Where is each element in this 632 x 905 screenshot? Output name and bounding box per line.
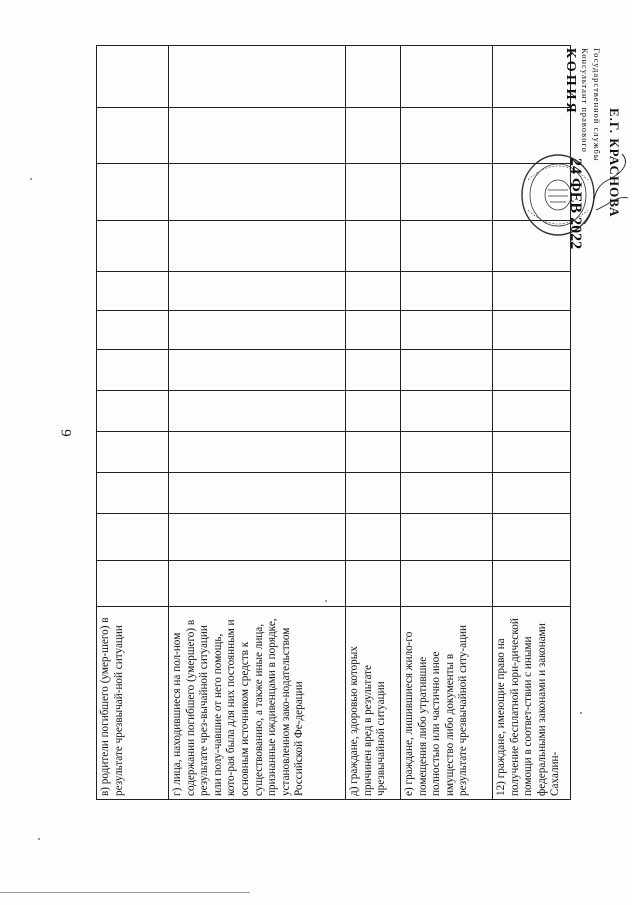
row-label: г) лица, находившиеся на пол-ном содержании погибшего (умершего) в результате чрез-вычайной ситуации или полу-чавшие от него помощь, кото-рая была для них постоянным и основным источником средств к существованию, а также иные лица, признанные иждивенцами в порядке, установленном зако-нодательством Российской Фе-дерации bbox=[169, 606, 346, 799]
row-label: 12) граждане, имеющие право на получение бесплатной юри-дической помощи в соответ-ствии с иными федеральными законами и законами Сахалин- bbox=[493, 606, 571, 799]
scan-speck bbox=[38, 838, 40, 840]
table-row bbox=[346, 46, 401, 800]
service-label: Государственной службы bbox=[592, 48, 602, 162]
certification-date: 24 ФЕВ 2022 bbox=[567, 158, 584, 250]
page-number: 6 bbox=[59, 429, 75, 437]
row-label: д) граждане, здоровью которых причинен вред в результате чрезвычайной ситуации bbox=[346, 606, 401, 799]
signer-name: Е.Г. КРАСНОВА bbox=[607, 108, 622, 218]
bottom-rule bbox=[0, 892, 250, 893]
scan-speck bbox=[325, 600, 327, 602]
certification-block bbox=[560, 48, 628, 296]
legal-aid-table bbox=[96, 45, 571, 800]
table-row bbox=[169, 46, 346, 800]
row-label: е) граждане, лишившиеся жило-го помещения либо утратившие полностью или частично иное имущество либо документы в результате чрезвычайной ситу-ации bbox=[401, 606, 493, 799]
scan-speck bbox=[30, 178, 32, 180]
rotated-table-container bbox=[96, 45, 562, 800]
copy-label: КОПИЯ bbox=[563, 48, 578, 116]
row-label: в) родители погибшего (умер-шего) в результате чрезвычай-ной ситуации bbox=[97, 606, 169, 799]
table-row bbox=[401, 46, 493, 800]
table-row bbox=[97, 46, 169, 800]
scan-speck bbox=[580, 712, 582, 714]
consultant-label: Консультант правового bbox=[580, 48, 590, 153]
